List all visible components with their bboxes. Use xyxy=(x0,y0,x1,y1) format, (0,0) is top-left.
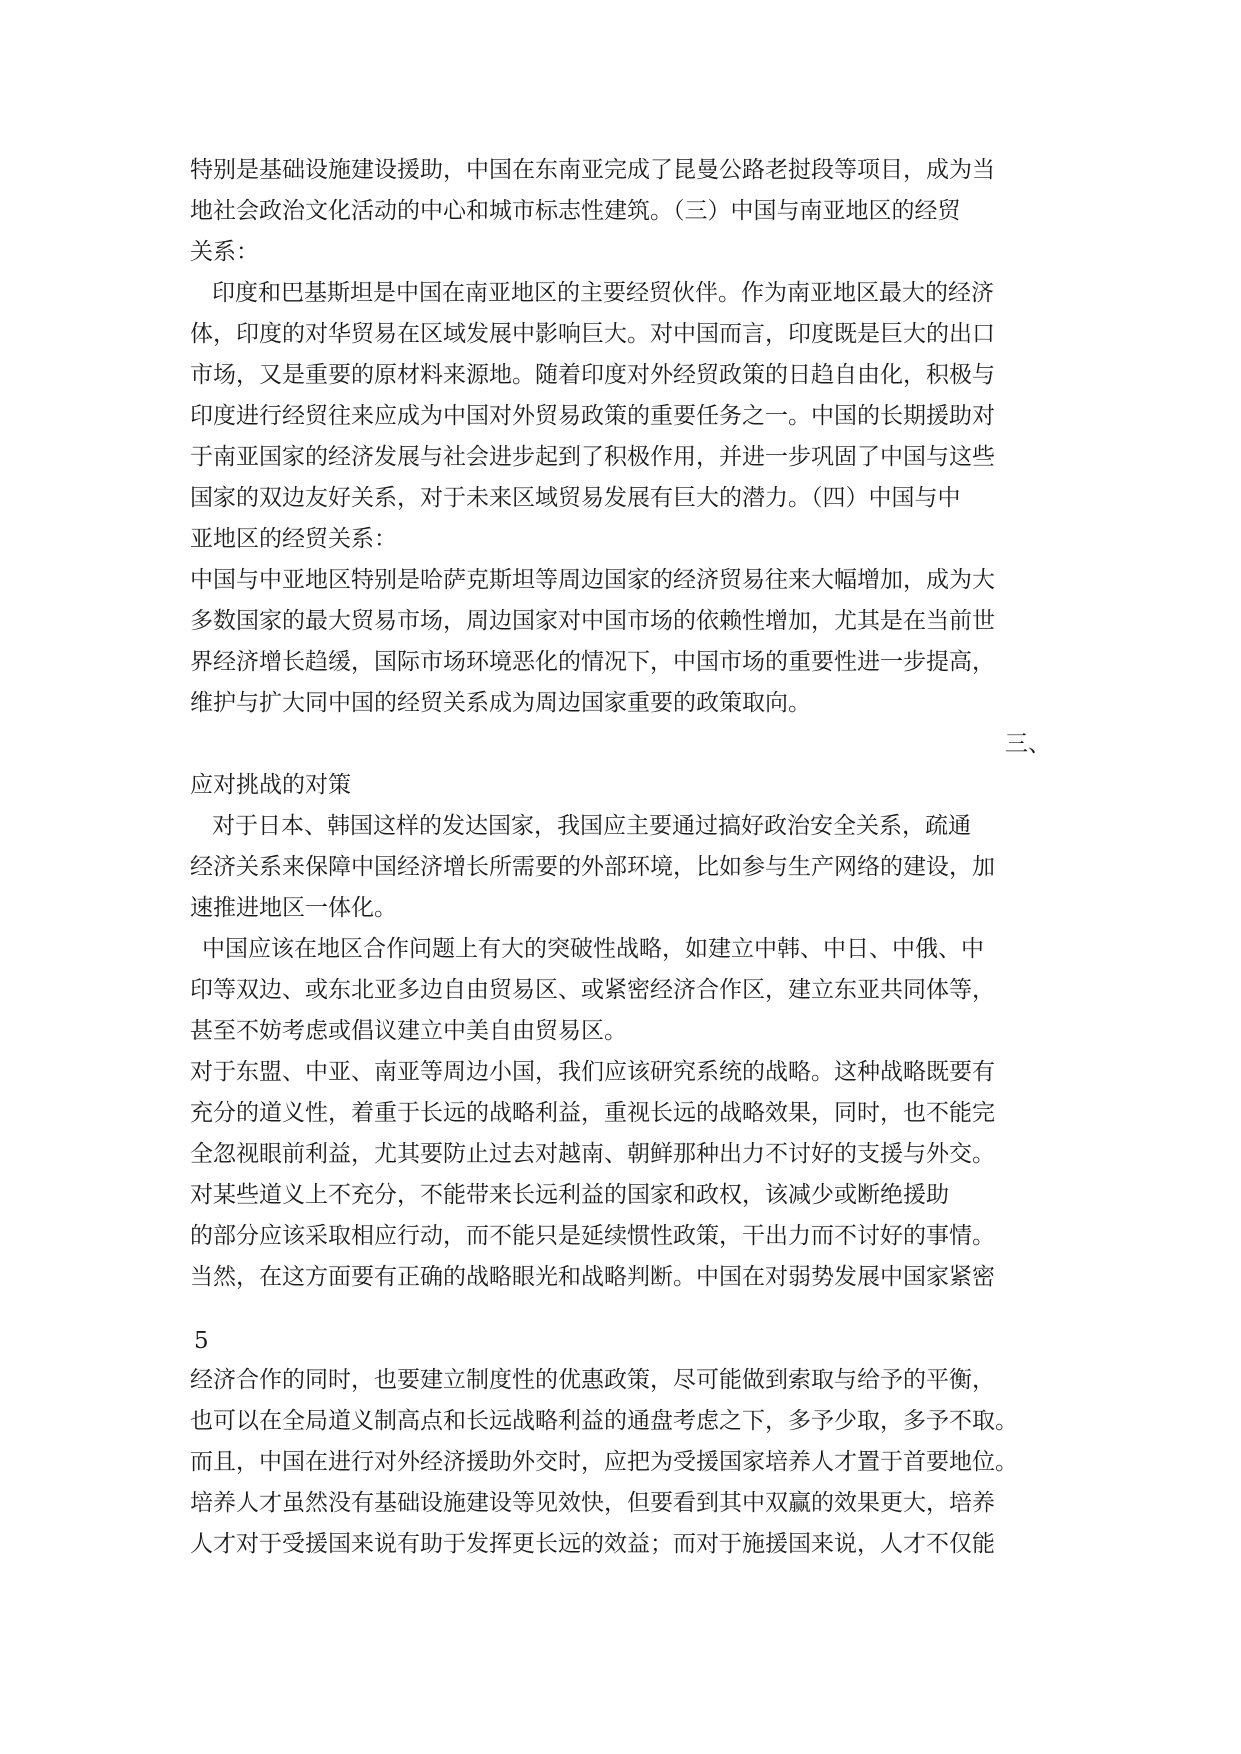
text-line: 市场，又是重要的原材料来源地。随着印度对外经贸政策的日趋自由化，积极与 xyxy=(190,362,995,388)
text-line: 中国应该在地区合作问题上有大的突破性战略，如建立中韩、中日、中俄、中 xyxy=(202,936,984,962)
text-line: 经济关系来保障中国经济增长所需要的外部环境，比如参与生产网络的建设，加 xyxy=(190,854,995,880)
text-line: 经济合作的同时，也要建立制度性的优惠政策，尽可能做到索取与给予的平衡， xyxy=(190,1367,995,1393)
page-number: 5 xyxy=(194,1328,209,1354)
text-line: 的部分应该采取相应行动，而不能只是延续惯性政策，干出力而不讨好的事情。 xyxy=(190,1223,995,1249)
text-line: 全忽视眼前利益，尤其要防止过去对越南、朝鲜那种出力不讨好的支援与外交。 xyxy=(190,1141,995,1167)
text-line: 当然，在这方面要有正确的战略眼光和战略判断。中国在对弱势发展中国家紧密 xyxy=(190,1264,995,1290)
text-line: 维护与扩大同中国的经贸关系成为周边国家重要的政策取向。 xyxy=(190,690,811,716)
text-line: 甚至不妨考虑或倡议建立中美自由贸易区。 xyxy=(190,1018,627,1044)
text-line: 关系： xyxy=(190,239,259,265)
text-line: 亚地区的经贸关系： xyxy=(190,526,397,552)
text-line: 界经济增长趋缓，国际市场环境恶化的情况下，中国市场的重要性进一步提高， xyxy=(190,649,995,675)
text-line: 人才对于受援国来说有助于发挥更长远的效益；而对于施援国来说，人才不仅能 xyxy=(190,1531,995,1557)
text-line: 而且，中国在进行对外经济援助外交时，应把为受援国家培养人才置于首要地位。 xyxy=(190,1449,1018,1475)
text-line: 也可以在全局道义制高点和长远战略利益的通盘考虑之下，多予少取，多予不取。 xyxy=(190,1408,1018,1434)
text-line: 速推进地区一体化。 xyxy=(190,895,397,921)
section-heading: 应对挑战的对策 xyxy=(190,772,351,798)
text-line: 培养人才虽然没有基础设施建设等见效快，但要看到其中双赢的效果更大，培养 xyxy=(190,1490,995,1516)
text-line: 对某些道义上不充分，不能带来长远利益的国家和政权，该减少或断绝援助 xyxy=(190,1182,949,1208)
text-line: 对于日本、韩国这样的发达国家，我国应主要通过搞好政治安全关系，疏通 xyxy=(212,813,971,839)
text-line: 印等双边、或东北亚多边自由贸易区、或紧密经济合作区，建立东亚共同体等， xyxy=(190,977,995,1003)
text-line: 特别是基础设施建设援助，中国在东南亚完成了昆曼公路老挝段等项目，成为当 xyxy=(190,157,995,183)
text-line: 国家的双边友好关系，对于未来区域贸易发展有巨大的潜力。（四）中国与中 xyxy=(190,485,961,511)
text-line: 中国与中亚地区特别是哈萨克斯坦等周边国家的经济贸易往来大幅增加，成为大 xyxy=(190,567,995,593)
text-line: 充分的道义性，着重于长远的战略利益，重视长远的战略效果，同时，也不能完 xyxy=(190,1100,995,1126)
text-line: 印度进行经贸往来应成为中国对外贸易政策的重要任务之一。中国的长期援助对 xyxy=(190,403,995,429)
text-line: 印度和巴基斯坦是中国在南亚地区的主要经贸伙伴。作为南亚地区最大的经济 xyxy=(212,280,994,306)
text-line: 地社会政治文化活动的中心和城市标志性建筑。（三）中国与南亚地区的经贸 xyxy=(190,198,961,224)
text-line: 多数国家的最大贸易市场，周边国家对中国市场的依赖性增加，尤其是在当前世 xyxy=(190,608,995,634)
section-number: 三、 xyxy=(1005,731,1051,757)
text-line: 对于东盟、中亚、南亚等周边小国，我们应该研究系统的战略。这种战略既要有 xyxy=(190,1059,995,1085)
text-line: 体，印度的对华贸易在区域发展中影响巨大。对中国而言，印度既是巨大的出口 xyxy=(190,321,995,347)
text-line: 于南亚国家的经济发展与社会进步起到了积极作用，并进一步巩固了中国与这些 xyxy=(190,444,995,470)
